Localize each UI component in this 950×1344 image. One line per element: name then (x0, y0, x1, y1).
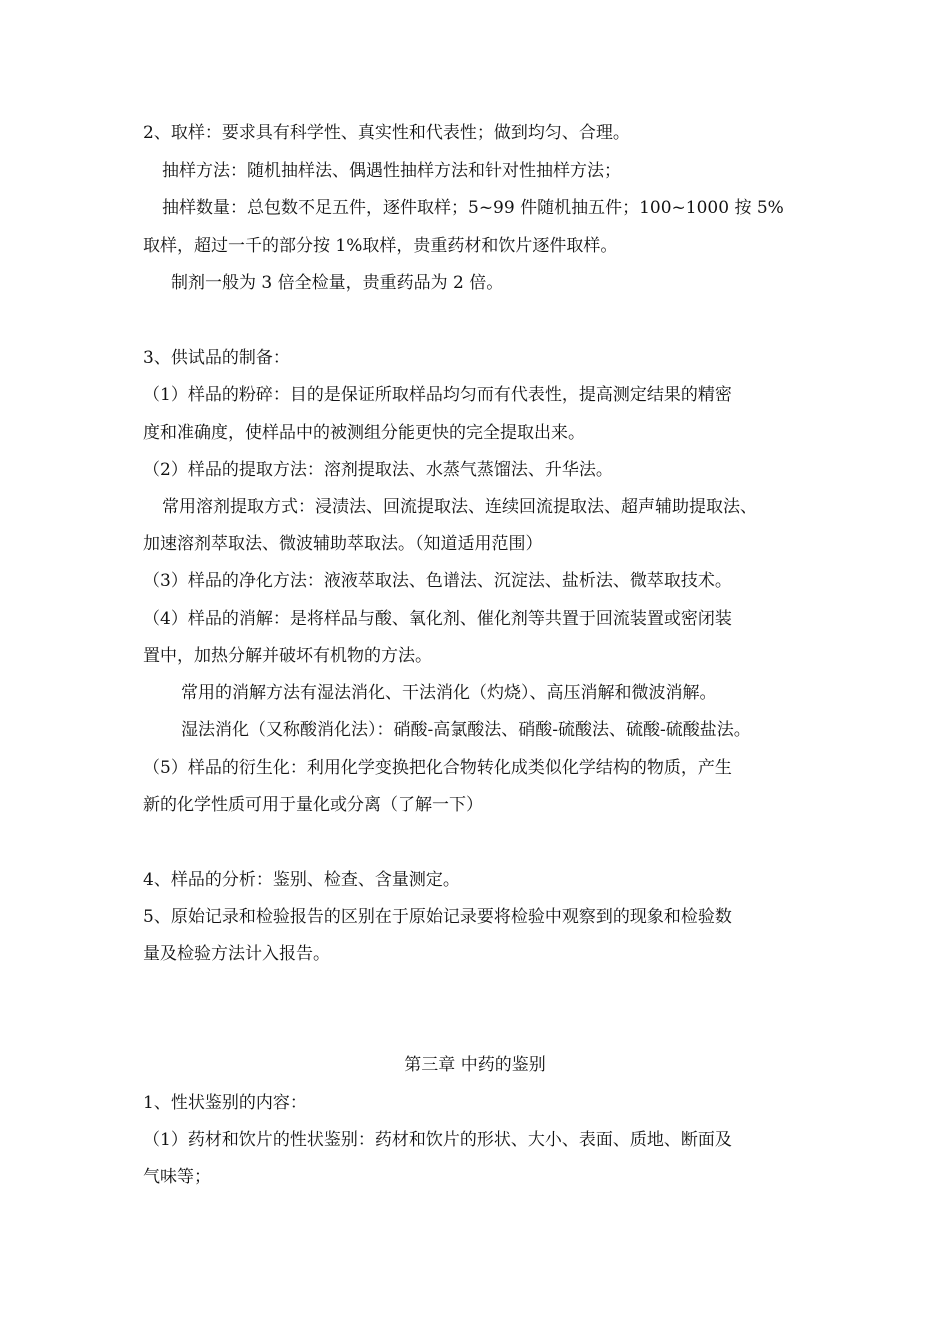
text-line: 5、原始记录和检验报告的区别在于原始记录要将检验中观察到的现象和检验数 (143, 907, 732, 927)
text-line: （3）样品的净化方法：液液萃取法、色谱法、沉淀法、盐析法、微萃取技术。 (143, 571, 732, 591)
text-line: （5）样品的衍生化：利用化学变换把化合物转化成类似化学结构的物质，产生 (143, 758, 732, 778)
section-heading: 3、供试品的制备： (143, 348, 290, 368)
text-line: 抽样数量：总包数不足五件，逐件取样；5~99 件随机抽五件；100~1000 按 5% (162, 198, 784, 218)
text-line: 湿法消化（又称酸消化法）：硝酸-高氯酸法、硝酸-硫酸法、硫酸-硫酸盐法。 (181, 720, 751, 740)
text-line: （1）药材和饮片的性状鉴别：药材和饮片的形状、大小、表面、质地、断面及 (143, 1130, 732, 1150)
text-line: 加速溶剂萃取法、微波辅助萃取法。（知道适用范围） (143, 534, 543, 554)
text-line: 新的化学性质可用于量化或分离（了解一下） (143, 795, 483, 815)
chapter-title: 第三章 中药的鉴别 (404, 1055, 546, 1075)
text-line: （2）样品的提取方法：溶剂提取法、水蒸气蒸馏法、升华法。 (143, 460, 613, 480)
text-line: 置中，加热分解并破坏有机物的方法。 (143, 646, 432, 666)
text-line: 度和准确度，使样品中的被测组分能更快的完全提取出来。 (143, 423, 585, 443)
text-line: 2、取样：要求具有科学性、真实性和代表性；做到均匀、合理。 (143, 123, 630, 143)
text-line: 气味等； (143, 1167, 211, 1187)
text-line: 取样，超过一千的部分按 1%取样，贵重药材和饮片逐件取样。 (143, 236, 618, 256)
text-line: （4）样品的消解：是将样品与酸、氧化剂、催化剂等共置于回流装置或密闭装 (143, 609, 732, 629)
text-line: 制剂一般为 3 倍全检量，贵重药品为 2 倍。 (171, 273, 504, 293)
section-heading: 1、性状鉴别的内容： (143, 1093, 307, 1113)
text-line: 量及检验方法计入报告。 (143, 944, 330, 964)
text-line: 常用的消解方法有湿法消化、干法消化（灼烧）、高压消解和微波消解。 (181, 683, 717, 703)
section-heading: 4、样品的分析：鉴别、检查、含量测定。 (143, 870, 460, 890)
text-line: （1）样品的粉碎：目的是保证所取样品均匀而有代表性，提高测定结果的精密 (143, 385, 732, 405)
text-line: 常用溶剂提取方式：浸渍法、回流提取法、连续回流提取法、超声辅助提取法、 (162, 497, 757, 517)
text-line: 抽样方法：随机抽样法、偶遇性抽样方法和针对性抽样方法； (162, 161, 621, 181)
